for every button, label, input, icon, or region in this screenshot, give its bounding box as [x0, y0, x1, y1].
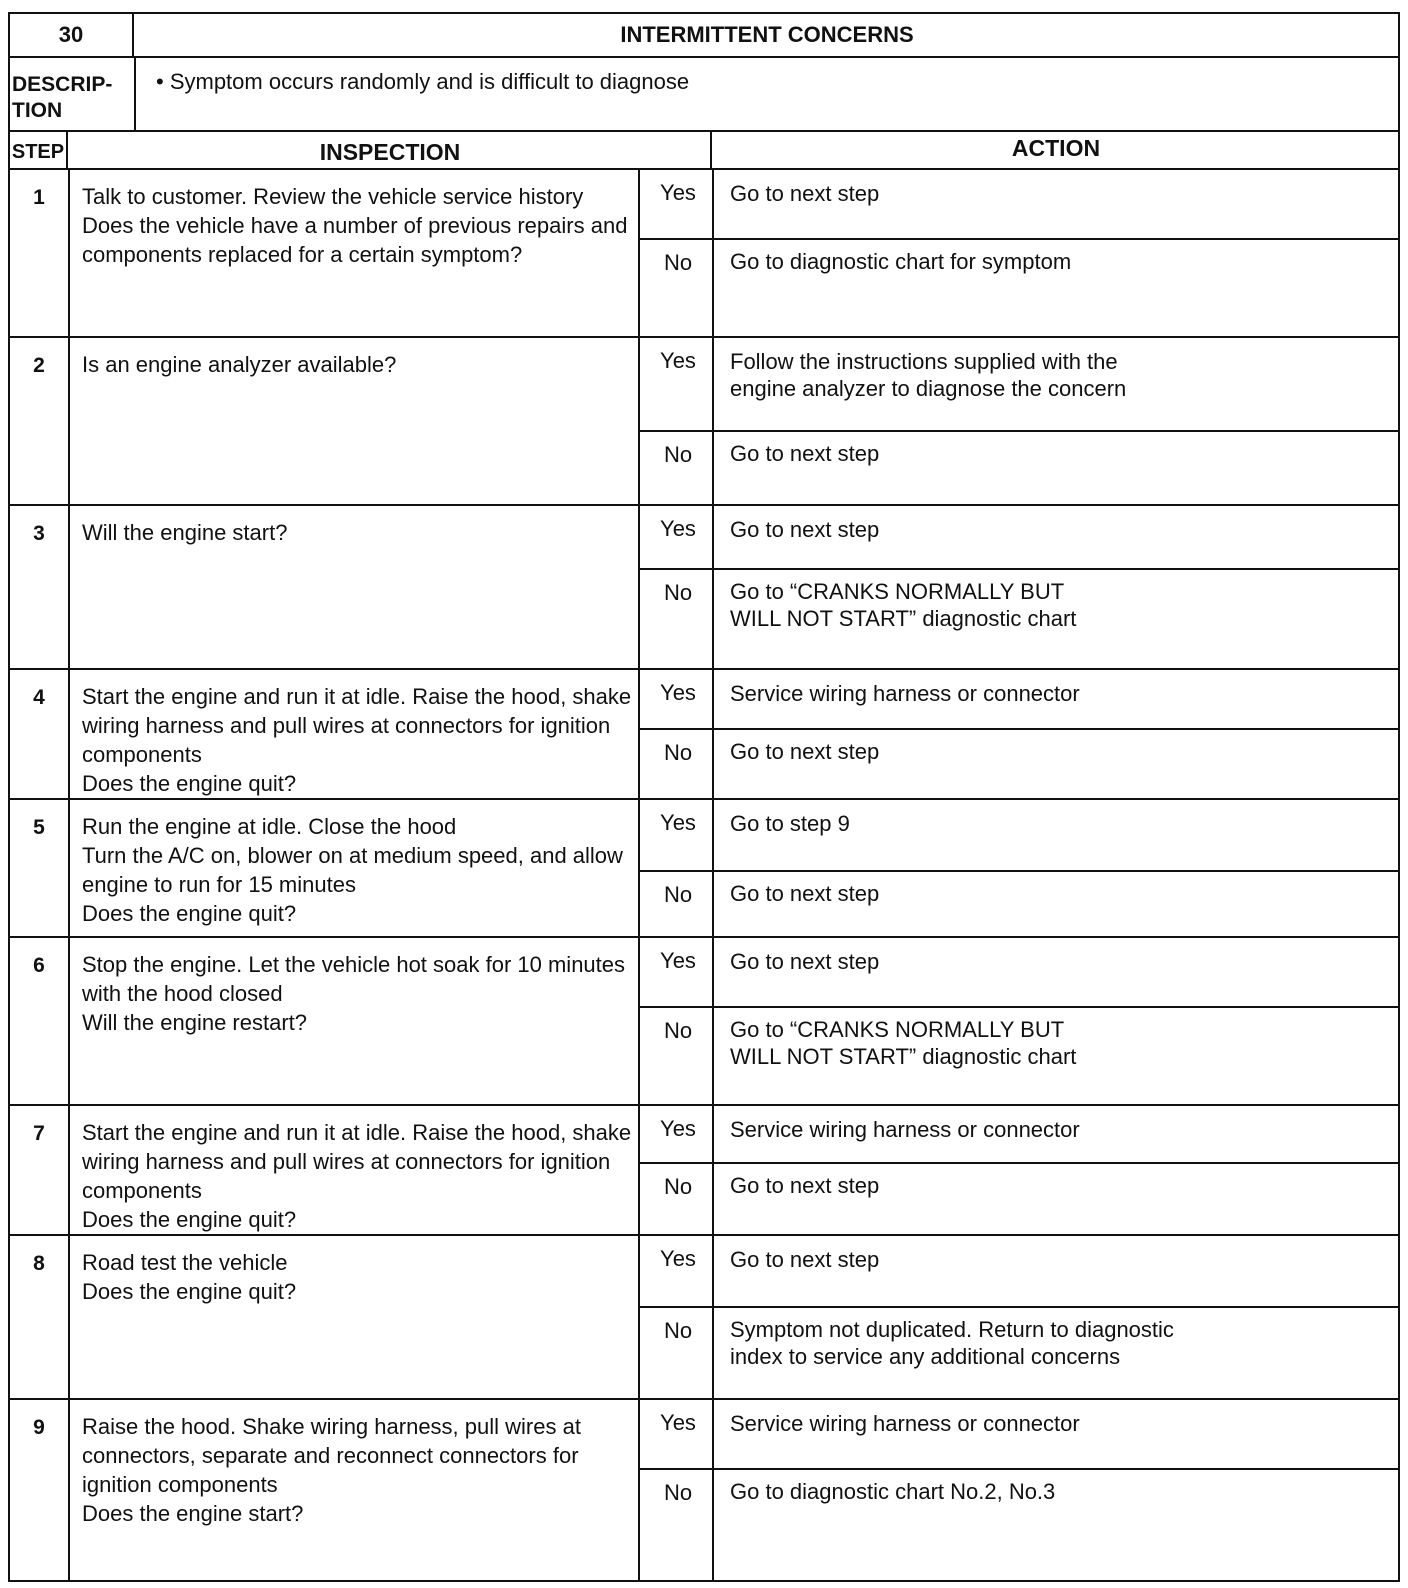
no-action: Go to next step — [730, 441, 880, 466]
no-label: No — [663, 882, 693, 907]
inspection-text: Start the engine and run it at idle. Raise the hood, shake wiring harness and pull wires at connectors for ignition components Does the engine quit? — [82, 1120, 632, 1232]
yes-no-divider — [638, 870, 1398, 872]
header-step: STEP — [10, 132, 68, 168]
no-action: Go to next step — [730, 881, 880, 906]
step-number: 5 — [33, 816, 45, 839]
no-action: Go to next step — [730, 739, 880, 764]
yes-label: Yes — [660, 680, 696, 705]
table-row — [10, 938, 1398, 1106]
inspection-text: Run the engine at idle. Close the hood Turn the A/C on, blower on at medium speed, and allow engine to run for 15 minutes Does the engine quit? — [82, 814, 623, 926]
inspection-text: Start the engine and run it at idle. Raise the hood, shake wiring harness and pull wires at connectors for ignition components Does the engine quit? — [82, 684, 632, 796]
yes-label: Yes — [660, 1410, 696, 1435]
no-label: No — [663, 442, 693, 467]
step-number: 6 — [33, 954, 45, 977]
yes-no-divider — [638, 728, 1398, 730]
yes-label: Yes — [660, 180, 696, 205]
step-number: 8 — [33, 1252, 45, 1275]
yes-action: Service wiring harness or connector — [730, 681, 1080, 706]
yes-action: Go to next step — [730, 949, 880, 974]
page-title: INTERMITTENT CONCERNS — [620, 22, 914, 47]
no-label: No — [663, 740, 693, 765]
inspection-text: Road test the vehicle Does the engine quit? — [82, 1250, 297, 1304]
step-number: 1 — [33, 186, 45, 209]
description-text: • Symptom occurs randomly and is difficult to diagnose — [156, 69, 690, 94]
yes-label: Yes — [660, 948, 696, 973]
chart-number: 30 — [10, 14, 134, 56]
table-row — [10, 338, 1398, 506]
no-label: No — [663, 1480, 693, 1505]
no-label: No — [663, 1174, 693, 1199]
divider — [134, 58, 136, 130]
yes-no-divider — [638, 1162, 1398, 1164]
yes-label: Yes — [660, 1246, 696, 1271]
no-action: Go to next step — [730, 1173, 880, 1198]
steps-table — [10, 170, 1398, 1580]
yes-no-divider — [638, 238, 1398, 240]
description-label: DESCRIP- TION — [12, 73, 113, 122]
yes-label: Yes — [660, 516, 696, 541]
yes-no-divider — [638, 1468, 1398, 1470]
table-row — [10, 800, 1398, 938]
table-row — [10, 1106, 1398, 1236]
yes-no-divider — [638, 430, 1398, 432]
yes-no-divider — [638, 1306, 1398, 1308]
no-action: Symptom not duplicated. Return to diagnostic index to service any additional concerns — [730, 1317, 1174, 1369]
yes-no-divider — [638, 1006, 1398, 1008]
header-action: ACTION — [1011, 135, 1101, 161]
yes-action: Go to next step — [730, 1247, 880, 1272]
inspection-text: Stop the engine. Let the vehicle hot soak for 10 minutes with the hood closed Will the engine restart? — [82, 952, 626, 1035]
no-action: Go to diagnostic chart for symptom — [730, 249, 1072, 274]
no-label: No — [663, 1318, 693, 1343]
diagnostic-chart — [8, 12, 1400, 1582]
yes-label: Yes — [660, 810, 696, 835]
step-number: 9 — [33, 1416, 45, 1439]
no-label: No — [663, 1018, 693, 1043]
table-row — [10, 170, 1398, 338]
yes-action: Go to next step — [730, 181, 880, 206]
yes-action: Service wiring harness or connector — [730, 1117, 1080, 1142]
inspection-text: Will the engine start? — [82, 520, 288, 545]
table-row — [10, 1400, 1398, 1580]
step-number: 3 — [33, 522, 45, 545]
yes-action: Service wiring harness or connector — [730, 1411, 1080, 1436]
no-action: Go to “CRANKS NORMALLY BUT WILL NOT START” diagnostic chart — [730, 1017, 1077, 1069]
no-action: Go to “CRANKS NORMALLY BUT WILL NOT START” diagnostic chart — [730, 579, 1077, 631]
step-number: 4 — [33, 686, 45, 709]
no-action: Go to diagnostic chart No.2, No.3 — [730, 1479, 1056, 1504]
inspection-text: Raise the hood. Shake wiring harness, pull wires at connectors, separate and reconnect connectors for ignition components Does the engine start? — [82, 1414, 581, 1526]
inspection-text: Is an engine analyzer available? — [82, 352, 397, 377]
yes-action: Go to step 9 — [730, 811, 850, 836]
title-row — [10, 14, 1398, 58]
inspection-text: Talk to customer. Review the vehicle service history Does the vehicle have a number of previous repairs and components replaced for a certain symptom? — [82, 184, 628, 267]
yes-no-divider — [638, 568, 1398, 570]
no-label: No — [663, 580, 693, 605]
table-row — [10, 670, 1398, 800]
header-inspection: INSPECTION — [70, 132, 712, 168]
no-label: No — [663, 250, 693, 275]
yes-label: Yes — [660, 1116, 696, 1141]
yes-label: Yes — [660, 348, 696, 373]
description-row — [10, 58, 1398, 132]
step-number: 7 — [33, 1122, 45, 1145]
step-number: 2 — [33, 354, 45, 377]
table-header — [10, 132, 1398, 170]
table-row — [10, 506, 1398, 670]
table-row — [10, 1236, 1398, 1400]
yes-action: Go to next step — [730, 517, 880, 542]
yes-action: Follow the instructions supplied with the engine analyzer to diagnose the concern — [730, 349, 1127, 401]
